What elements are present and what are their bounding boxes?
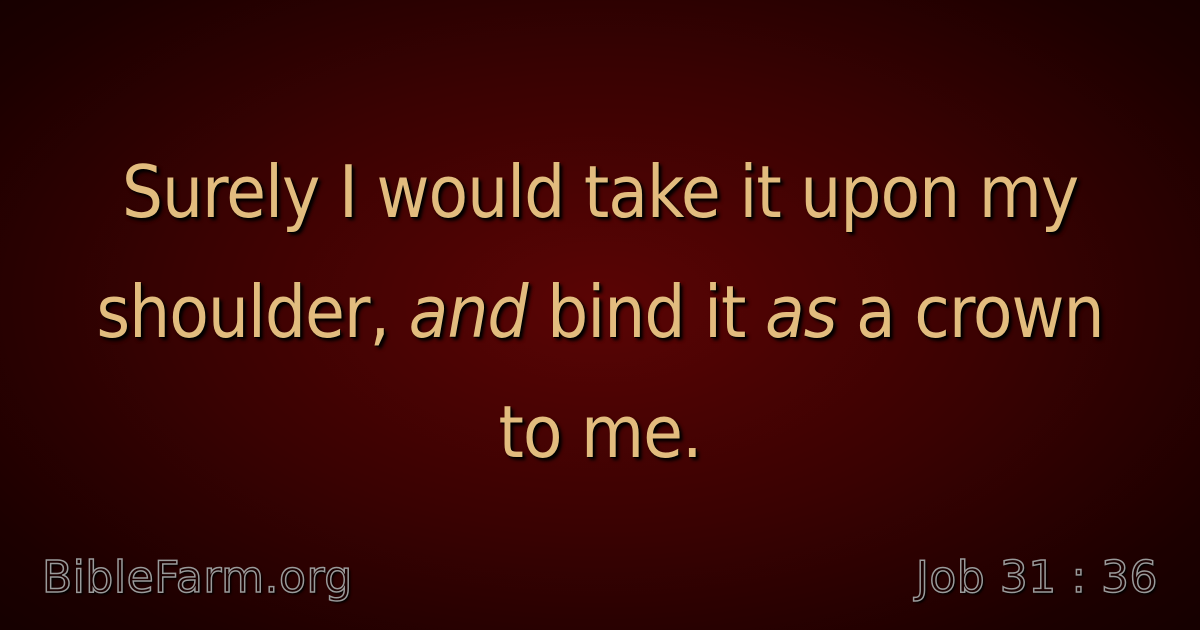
- verse-reference: Job 31 : 36: [915, 552, 1158, 603]
- verse-text: [40, 132, 1160, 492]
- verse-line-2-part-c: a crown: [836, 270, 1104, 354]
- verse-line-2: [40, 252, 1160, 372]
- verse-italic-as: as: [764, 270, 837, 354]
- site-name: BibleFarm.org: [42, 552, 353, 603]
- verse-line-3: to me.: [498, 390, 702, 474]
- verse-line-1: Surely I would take it upon my: [121, 150, 1079, 234]
- verse-line-2-part-a: shoulder,: [96, 270, 409, 354]
- verse-line-2-part-b: bind it: [527, 270, 765, 354]
- verse-italic-and: and: [408, 270, 528, 354]
